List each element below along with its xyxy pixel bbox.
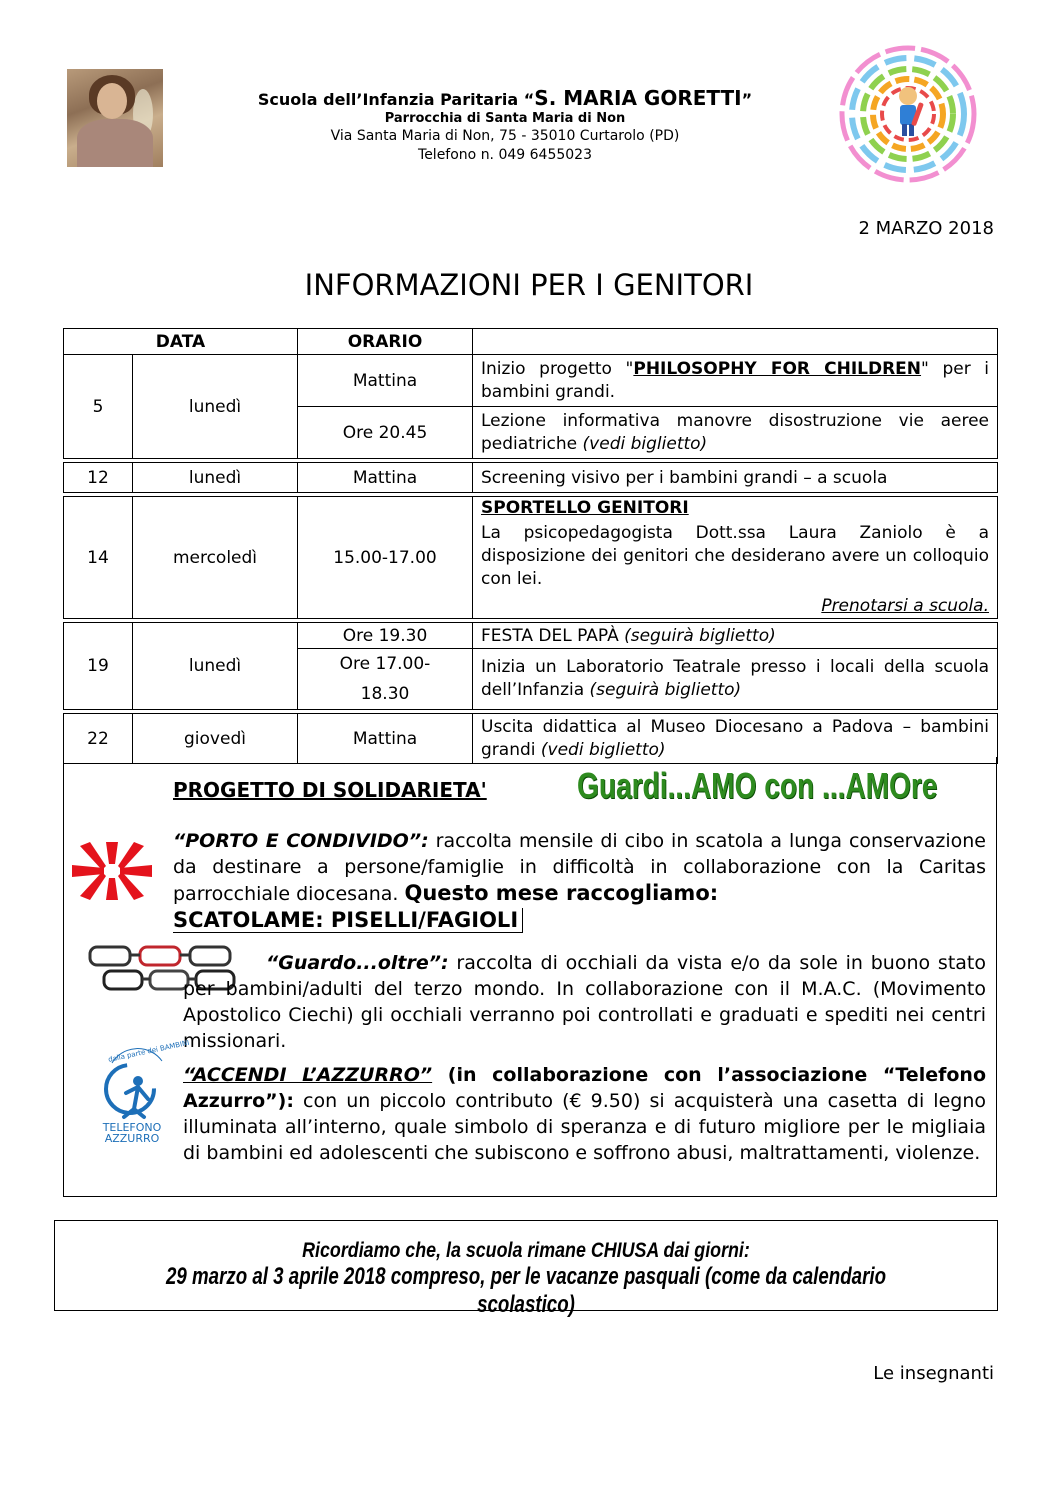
saint-portrait-image bbox=[67, 69, 163, 167]
svg-text:AZZURRO: AZZURRO bbox=[104, 1132, 160, 1145]
page-title: INFORMAZIONI PER I GENITORI bbox=[304, 268, 754, 302]
table-row bbox=[64, 463, 998, 493]
row-time: Ore 20.45 bbox=[298, 407, 473, 459]
solidarity-slogan: Guardi...AMO con ...AMOre bbox=[577, 765, 938, 806]
row-weekday: mercoledì bbox=[133, 497, 298, 619]
school-address: Via Santa Maria di Non, 75 - 35010 Curtarolo (PD) bbox=[330, 128, 680, 144]
row-time: 15.00-17.00 bbox=[298, 497, 473, 619]
family-circle-logo bbox=[833, 44, 983, 184]
row-time: Mattina bbox=[298, 463, 473, 493]
row-description: Inizia un Laboratorio Teatrale presso i locali della scuola dell’Infanzia (seguirà biglietto) bbox=[473, 649, 998, 710]
closure-reminder-box bbox=[54, 1220, 998, 1318]
svg-text:dalla parte dei BAMBINI: dalla parte dei BAMBINI bbox=[107, 1038, 191, 1064]
sportello-heading: SPORTELLO GENITORI bbox=[481, 498, 689, 518]
row-description bbox=[473, 497, 998, 619]
header-data: DATA bbox=[64, 329, 298, 355]
row-day: 5 bbox=[64, 355, 133, 459]
school-phone: Telefono n. 049 6455023 bbox=[418, 147, 592, 163]
accendi-azzurro-paragraph: “ACCENDI L’AZZURRO” (in collaborazione con l’associazione “Telefono Azzurro”): con un piccolo contributo (€ 9.50) si acquisterà una casetta di legno illuminata all’interno, quale simbolo di speranza e di futuro migliore per le migliaia di bambini ed adolescenti che subiscono e soffrono abusi, maltrattamenti, violenze. bbox=[183, 1064, 986, 1164]
sportello-text: La psicopedagogista Dott.ssa Laura Zaniolo è a disposizione dei genitori che desiderano avere un colloquio con lei. bbox=[481, 523, 989, 589]
school-name: Scuola dell’Infanzia Paritaria “S. MARIA GORETTI” bbox=[257, 86, 753, 110]
svg-text:TELEFONO: TELEFONO bbox=[102, 1121, 162, 1134]
row-weekday: lunedì bbox=[133, 623, 298, 710]
table-row bbox=[64, 714, 998, 764]
sportello-note: Prenotarsi a scuola. bbox=[821, 596, 989, 616]
guardo-oltre-paragraph: “Guardo...oltre”: raccolta di occhiali da vista e/o da sole in buono stato per bambini/adulti del terzo mondo. In collaborazione con il M.A.C. (Movimento Apostolico Ciechi) gli occhiali verranno poi controllati e graduati e spediti nei centri missionari. bbox=[183, 952, 986, 1052]
row-weekday: giovedì bbox=[133, 714, 298, 764]
table-row bbox=[64, 623, 998, 649]
schedule-table bbox=[63, 328, 998, 764]
reminder-line-2: 29 marzo al 3 aprile 2018 compreso, per le vacanze pasquali (come da calendario scolastico) bbox=[165, 1263, 887, 1318]
row-description: Screening visivo per i bambini grandi – a scuola bbox=[473, 463, 998, 493]
header-description bbox=[473, 329, 998, 355]
row-description: FESTA DEL PAPÀ (seguirà biglietto) bbox=[473, 623, 998, 649]
row-weekday: lunedì bbox=[133, 355, 298, 459]
row-time: Ore 19.30 bbox=[298, 623, 473, 649]
row-time: Mattina bbox=[298, 355, 473, 407]
table-row bbox=[64, 497, 998, 619]
solidarity-heading: PROGETTO DI SOLIDARIETA' bbox=[173, 778, 487, 802]
row-day: 12 bbox=[64, 463, 133, 493]
row-weekday: lunedì bbox=[133, 463, 298, 493]
porto-condivido-paragraph: “PORTO E CONDIVIDO”: raccolta mensile di cibo in scatola a lunga conservazione da destinare a persone/famiglie in difficoltà in collaborazione con la Caritas parrocchiale diocesana. Questo mese raccogliamo: SCATOLAME: PISELLI/FAGIOLI bbox=[173, 830, 986, 932]
row-day: 14 bbox=[64, 497, 133, 619]
row-time: Ore 17.00-18.30 bbox=[298, 649, 473, 710]
document-date: 2 MARZO 2018 bbox=[858, 218, 994, 239]
header-orario: ORARIO bbox=[298, 329, 473, 355]
row-day: 22 bbox=[64, 714, 133, 764]
caritas-cross-icon bbox=[68, 840, 156, 902]
signature: Le insegnanti bbox=[873, 1363, 994, 1384]
table-row bbox=[64, 355, 998, 407]
parish-name: Parrocchia di Santa Maria di Non bbox=[384, 111, 626, 126]
row-description: Lezione informativa manovre disostruzione vie aeree pediatriche (vedi biglietto) bbox=[473, 407, 998, 459]
row-description: Inizio progetto "PHILOSOPHY FOR CHILDREN" per i bambini grandi. bbox=[473, 355, 998, 407]
row-day: 19 bbox=[64, 623, 133, 710]
row-description: Uscita didattica al Museo Diocesano a Padova – bambini grandi (vedi biglietto) bbox=[473, 714, 998, 764]
reminder-line-1: Ricordiamo che, la scuola rimane CHIUSA dai giorni: bbox=[302, 1239, 750, 1262]
table-header-row bbox=[64, 329, 998, 355]
row-time: Mattina bbox=[298, 714, 473, 764]
